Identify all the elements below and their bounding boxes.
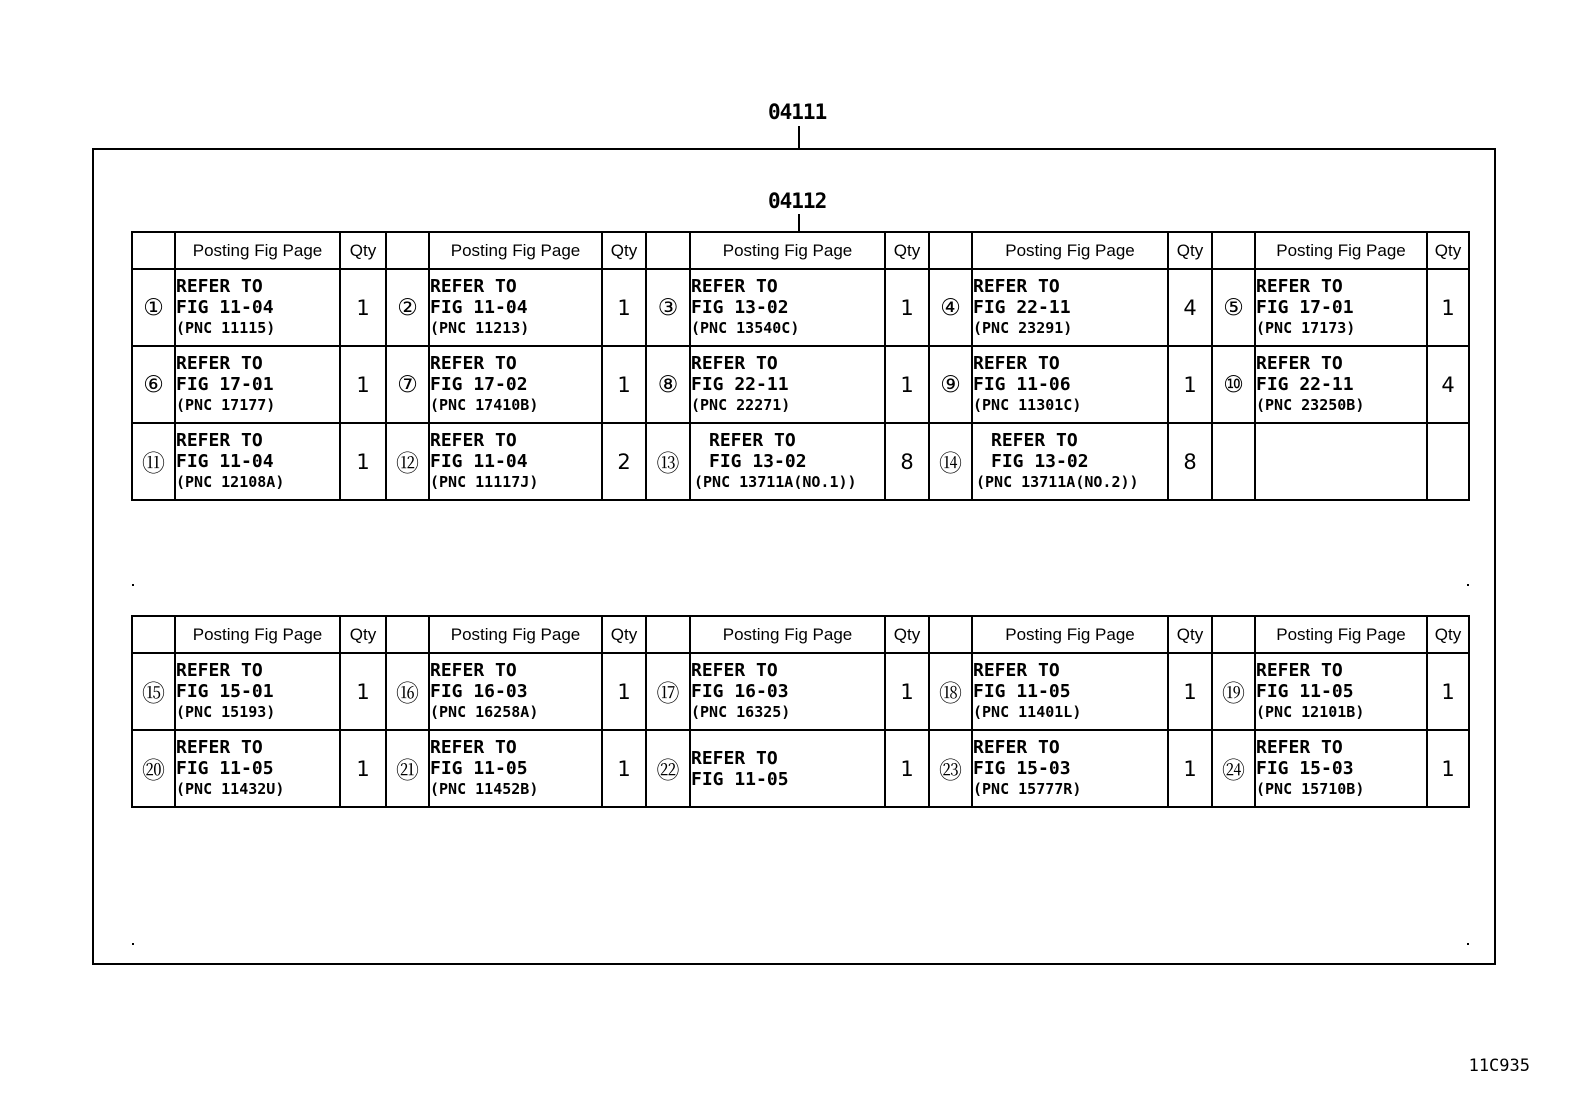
reference-cell: [429, 730, 602, 807]
qty-header: Qty: [1168, 232, 1212, 269]
quantity: 1: [1168, 346, 1212, 423]
pnc-code: (PNC 17173): [1256, 319, 1356, 337]
refer-text: REFER TO: [430, 660, 517, 681]
qty-header: Qty: [602, 232, 646, 269]
quantity: 1: [602, 346, 646, 423]
quantity: 1: [602, 730, 646, 807]
refer-text: REFER TO: [176, 430, 263, 451]
fig-page: FIG 22-11: [973, 297, 1071, 318]
refer-text: REFER TO: [691, 353, 778, 374]
fig-page: FIG 13-02: [691, 297, 789, 318]
refer-text: REFER TO: [176, 276, 263, 297]
callout-number: ⑪: [132, 423, 175, 500]
callout-number: ⑥: [132, 346, 175, 423]
assembly-leader-line: [798, 126, 800, 148]
refer-text: REFER TO: [1256, 353, 1343, 374]
posting-header: Posting Fig Page: [690, 616, 885, 653]
callout-number: ⑩: [1212, 346, 1255, 423]
callout-number: ⑱: [929, 653, 972, 730]
quantity: 1: [340, 269, 386, 346]
pnc-code: (PNC 11452B): [430, 780, 539, 798]
reference-cell: [429, 653, 602, 730]
index-header: [386, 616, 429, 653]
reference-cell: [1255, 653, 1427, 730]
pnc-code: (PNC 16325): [691, 703, 791, 721]
fig-page: FIG 11-04: [176, 451, 274, 472]
callout-number: ⑧: [646, 346, 690, 423]
fig-page: FIG 17-01: [1256, 297, 1354, 318]
reference-cell: [1255, 269, 1427, 346]
posting-header: Posting Fig Page: [972, 232, 1168, 269]
refer-text: REFER TO: [691, 276, 778, 297]
pnc-code: (PNC 16258A): [430, 703, 539, 721]
reference-cell: [1255, 423, 1427, 500]
refer-text: REFER TO: [1256, 737, 1343, 758]
pnc-code: (PNC 22271): [691, 396, 791, 414]
quantity: 1: [1427, 730, 1469, 807]
callout-number: ⑦: [386, 346, 429, 423]
refer-text: REFER TO: [691, 660, 778, 681]
pnc-code: (PNC 12101B): [1256, 703, 1365, 721]
reference-cell: [175, 653, 340, 730]
quantity: 4: [1427, 346, 1469, 423]
reference-cell: [972, 269, 1168, 346]
corner-mark: [1467, 943, 1469, 945]
fig-page: FIG 11-05: [691, 768, 789, 790]
quantity: 1: [340, 423, 386, 500]
refer-text: REFER TO: [973, 737, 1060, 758]
pnc-code: (PNC 13711A(NO.2)): [976, 473, 1139, 491]
pnc-code: (PNC 11213): [430, 319, 530, 337]
fig-page: FIG 11-05: [1256, 681, 1354, 702]
quantity: 1: [340, 730, 386, 807]
quantity: 1: [1427, 269, 1469, 346]
quantity: 8: [1168, 423, 1212, 500]
qty-header: Qty: [885, 616, 929, 653]
callout-number: ⑳: [132, 730, 175, 807]
reference-cell: [1255, 730, 1427, 807]
reference-cell: [972, 423, 1168, 500]
reference-cell: [175, 730, 340, 807]
callout-number: ㉑: [386, 730, 429, 807]
refer-text: REFER TO: [430, 276, 517, 297]
corner-mark: [1467, 584, 1469, 586]
quantity: 1: [885, 730, 929, 807]
qty-header: Qty: [885, 232, 929, 269]
quantity: 1: [1168, 653, 1212, 730]
fig-page: FIG 11-04: [176, 297, 274, 318]
refer-text: REFER TO: [176, 660, 263, 681]
reference-cell: [972, 730, 1168, 807]
refer-text: REFER TO: [176, 353, 263, 374]
table-row: [132, 730, 1469, 807]
posting-header: Posting Fig Page: [175, 232, 340, 269]
posting-header: Posting Fig Page: [175, 616, 340, 653]
refer-text: REFER TO: [430, 430, 517, 451]
reference-cell: [690, 346, 885, 423]
quantity: 1: [340, 346, 386, 423]
callout-number: ⑬: [646, 423, 690, 500]
pnc-code: (PNC 11401L): [973, 703, 1082, 721]
quantity: 8: [885, 423, 929, 500]
pnc-code: (PNC 12108A): [176, 473, 285, 491]
refer-text: REFER TO: [1256, 276, 1343, 297]
quantity: 2: [602, 423, 646, 500]
qty-header: Qty: [1168, 616, 1212, 653]
index-header: [1212, 232, 1255, 269]
reference-cell: [175, 346, 340, 423]
reference-cell: [972, 346, 1168, 423]
index-header: [1212, 616, 1255, 653]
corner-mark: [132, 584, 134, 586]
refer-text: REFER TO: [430, 737, 517, 758]
reference-cell: [690, 423, 885, 500]
figure-code: 11C935: [1468, 1056, 1530, 1076]
table-row: [132, 269, 1469, 346]
callout-number: ㉓: [929, 730, 972, 807]
pnc-code: (PNC 17177): [176, 396, 276, 414]
callout-number: ⑨: [929, 346, 972, 423]
posting-header: Posting Fig Page: [1255, 616, 1427, 653]
fig-page: FIG 15-03: [1256, 758, 1354, 779]
qty-header: Qty: [340, 232, 386, 269]
callout-number: ②: [386, 269, 429, 346]
header-row: [132, 232, 1469, 269]
reference-cell: [972, 653, 1168, 730]
subassembly-label: 04112: [768, 189, 827, 213]
pnc-code: (PNC 11117J): [430, 473, 539, 491]
index-header: [132, 616, 175, 653]
fig-page: FIG 13-02: [991, 451, 1089, 472]
refer-text: REFER TO: [709, 430, 796, 451]
refer-text: REFER TO: [991, 430, 1078, 451]
pnc-code: (PNC 11432U): [176, 780, 285, 798]
posting-header: Posting Fig Page: [690, 232, 885, 269]
pnc-code: (PNC 11115): [176, 319, 276, 337]
quantity: 1: [340, 653, 386, 730]
callout-number: [1212, 423, 1255, 500]
reference-cell: [429, 269, 602, 346]
parts-table-upper: [131, 231, 1470, 501]
fig-page: FIG 15-03: [973, 758, 1071, 779]
table-row: [132, 346, 1469, 423]
fig-page: FIG 11-05: [176, 758, 274, 779]
index-header: [646, 232, 690, 269]
fig-page: FIG 17-01: [176, 374, 274, 395]
parts-table-lower: [131, 615, 1470, 808]
reference-cell: [690, 730, 885, 807]
refer-text: REFER TO: [1256, 660, 1343, 681]
refer-text: REFER TO: [176, 737, 263, 758]
posting-header: Posting Fig Page: [429, 232, 602, 269]
reference-cell: [690, 269, 885, 346]
pnc-code: (PNC 23250B): [1256, 396, 1365, 414]
assembly-label: 04111: [768, 100, 827, 124]
quantity: 1: [1168, 730, 1212, 807]
index-header: [929, 232, 972, 269]
fig-page: FIG 22-11: [1256, 374, 1354, 395]
fig-page: FIG 11-06: [973, 374, 1071, 395]
header-row: [132, 616, 1469, 653]
callout-number: ①: [132, 269, 175, 346]
reference-cell: [429, 346, 602, 423]
index-header: [929, 616, 972, 653]
callout-number: ⑤: [1212, 269, 1255, 346]
posting-header: Posting Fig Page: [1255, 232, 1427, 269]
subassembly-leader-line: [798, 214, 800, 232]
refer-text: REFER TO: [973, 353, 1060, 374]
callout-number: ㉔: [1212, 730, 1255, 807]
callout-number: ⑰: [646, 653, 690, 730]
pnc-code: (PNC 23291): [973, 319, 1073, 337]
qty-header: Qty: [602, 616, 646, 653]
pnc-code: (PNC 15193): [176, 703, 276, 721]
quantity: [1427, 423, 1469, 500]
fig-page: FIG 17-02: [430, 374, 528, 395]
table-row: [132, 653, 1469, 730]
qty-header: Qty: [1427, 616, 1469, 653]
qty-header: Qty: [1427, 232, 1469, 269]
callout-number: ㉒: [646, 730, 690, 807]
index-header: [132, 232, 175, 269]
fig-page: FIG 11-04: [430, 297, 528, 318]
reference-cell: [175, 423, 340, 500]
pnc-code: (PNC 15710B): [1256, 780, 1365, 798]
quantity: 1: [1427, 653, 1469, 730]
index-header: [646, 616, 690, 653]
pnc-code: (PNC 15777R): [973, 780, 1082, 798]
reference-cell: [690, 653, 885, 730]
callout-number: ⑯: [386, 653, 429, 730]
fig-page: FIG 15-01: [176, 681, 274, 702]
pnc-code: (PNC 17410B): [430, 396, 539, 414]
quantity: 1: [885, 269, 929, 346]
quantity: 1: [885, 653, 929, 730]
fig-page: FIG 11-04: [430, 451, 528, 472]
fig-page: FIG 11-05: [430, 758, 528, 779]
callout-number: ⑭: [929, 423, 972, 500]
fig-page: FIG 16-03: [430, 681, 528, 702]
index-header: [386, 232, 429, 269]
pnc-code: (PNC 13540C): [691, 319, 800, 337]
fig-page: FIG 22-11: [691, 374, 789, 395]
reference-cell: [1255, 346, 1427, 423]
posting-header: Posting Fig Page: [429, 616, 602, 653]
callout-number: ③: [646, 269, 690, 346]
quantity: 1: [602, 653, 646, 730]
quantity: 1: [885, 346, 929, 423]
pnc-code: (PNC 13711A(NO.1)): [694, 473, 857, 491]
fig-page: FIG 16-03: [691, 681, 789, 702]
callout-number: ④: [929, 269, 972, 346]
quantity: 1: [602, 269, 646, 346]
fig-page: FIG 13-02: [709, 451, 807, 472]
callout-number: ⑲: [1212, 653, 1255, 730]
refer-text: REFER TO: [430, 353, 517, 374]
table-row: [132, 423, 1469, 500]
posting-header: Posting Fig Page: [972, 616, 1168, 653]
reference-cell: [429, 423, 602, 500]
callout-number: ⑮: [132, 653, 175, 730]
refer-text: REFER TO: [691, 747, 778, 769]
refer-text: REFER TO: [973, 276, 1060, 297]
qty-header: Qty: [340, 616, 386, 653]
corner-mark: [132, 943, 134, 945]
quantity: 4: [1168, 269, 1212, 346]
reference-cell: [175, 269, 340, 346]
callout-number: ⑫: [386, 423, 429, 500]
fig-page: FIG 11-05: [973, 681, 1071, 702]
pnc-code: (PNC 11301C): [973, 396, 1082, 414]
refer-text: REFER TO: [973, 660, 1060, 681]
